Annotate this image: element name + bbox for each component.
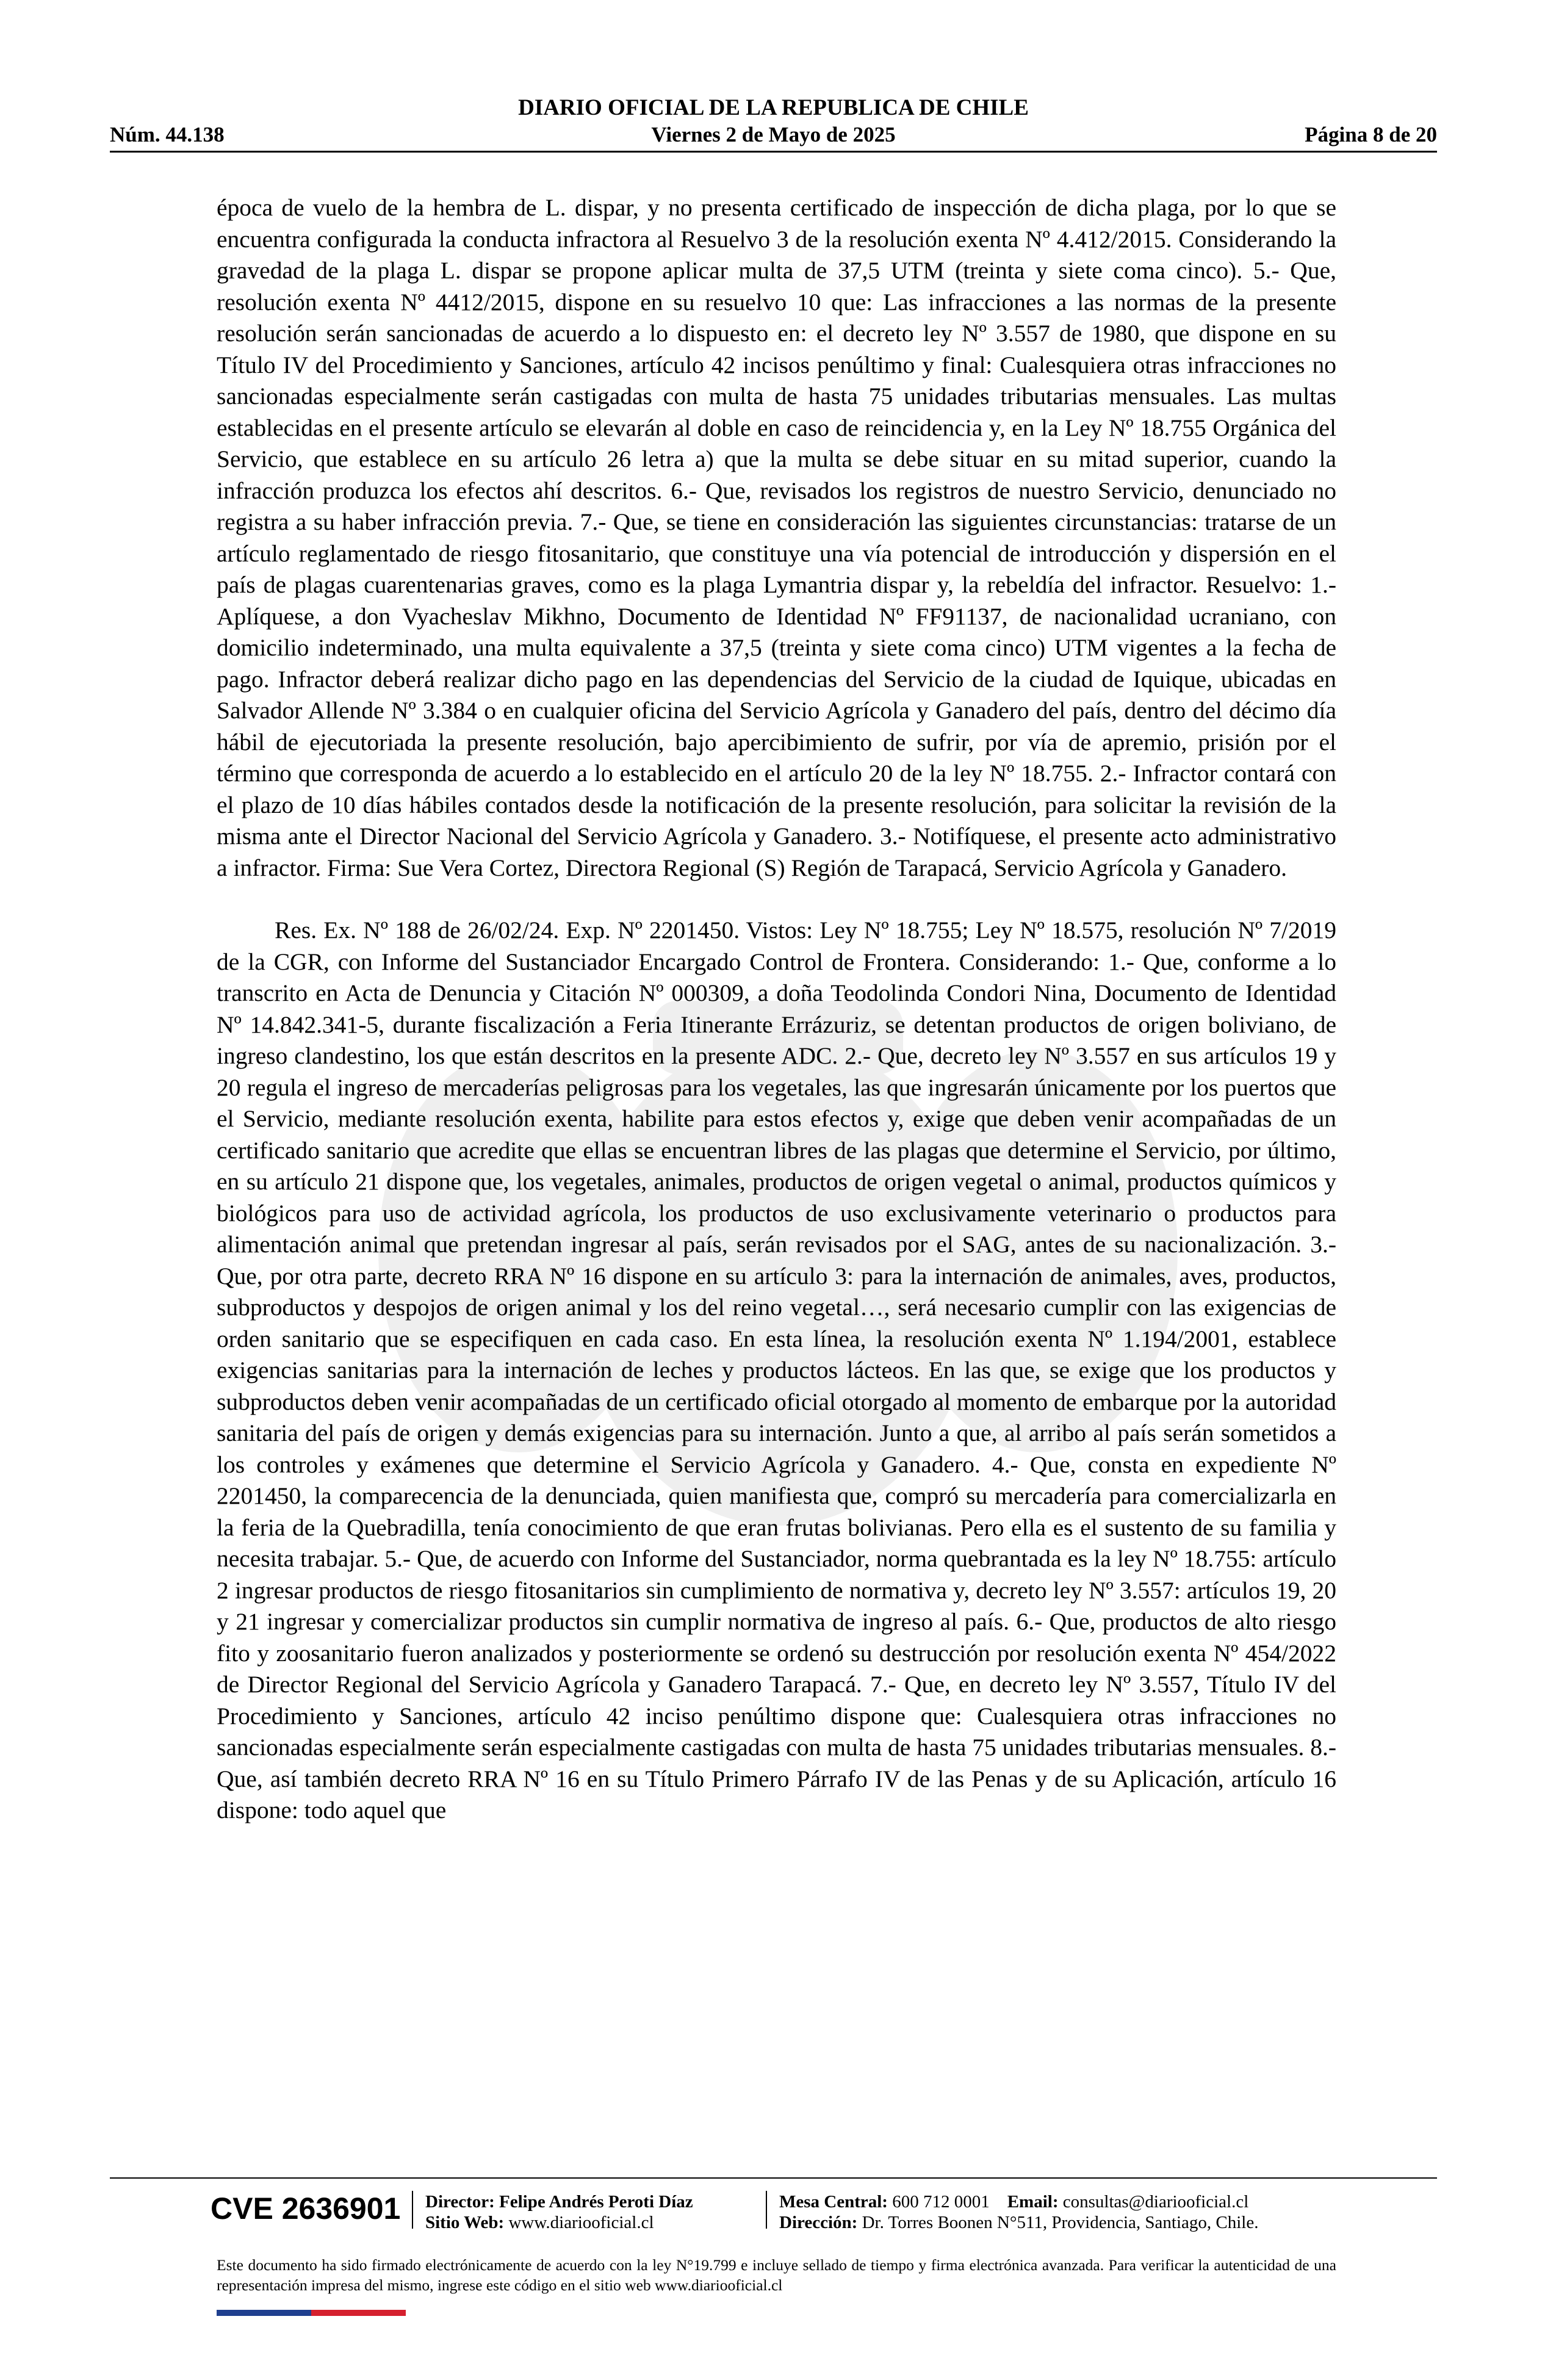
address-label: Dirección: (779, 2213, 858, 2232)
address-text: Dr. Torres Boonen N°511, Providencia, Santiago, Chile. (862, 2213, 1259, 2232)
resolution-paragraph-res-188: Res. Ex. Nº 188 de 26/02/24. Exp. Nº 2201450. Vistos: Ley Nº 18.755; Ley Nº 18.575, resolución Nº 7/2019 de la CGR, con Informe del Sustanciador Encargado Control de Frontera. Considerando: 1.- Que, conforme a lo transcrito en Acta de Denuncia y Citación Nº 000309, a doña Teodolinda Condori Nina, Documento de Identidad Nº 14.842.341-5, durante fiscalización a Feria Itinerante Errázuriz, se detentan productos de origen boliviano, de ingreso clandestino, los que están descritos en la presente ADC. 2.- Que, decreto ley Nº 3.557 en sus artículos 19 y 20 regula el ingreso de mercaderías peligrosas para los vegetales, las que ingresarán únicamente por los puertos que el Servicio, mediante resolución exenta, habilite para estos efectos y, exige que deben venir acompañadas de un certificado sanitario que acredite que ellas se encuentran libres de las plagas que determine el Servicio, por último, en su artículo 21 dispone que, los vegetales, animales, productos de origen vegetal o animal, productos químicos y biológicos para uso de actividad agrícola, los productos de uso exclusivamente veterinario o productos para alimentación animal que pretendan ingresar al país, serán revisados por el SAG, antes de su nacionalización. 3.- Que, por otra parte, decreto RRA Nº 16 dispone en su artículo 3: para la internación de animales, aves, productos, subproductos y despojos de origen animal y los del reino vegetal…, será necesario cumplir con las exigencias de orden sanitario que se especifiquen en cada caso. En esta línea, la resolución exenta Nº 1.194/2001, establece exigencias sanitarias para la internación de leches y productos lácteos. En las que, se exige que los productos y subproductos deben venir acompañadas de un certificado oficial otorgado al momento de embarque por la autoridad sanitaria del país de origen y demás exigencias para su internación. Junto a que, al arribo al país serán sometidos a los controles y exámenes que determine el Servicio Agrícola y Ganadero. 4.- Que, consta en expediente Nº 2201450, la comparecencia de la denunciada, quien manifiesta que, compró su mercadería para comercializarla en la feria de la Quebradilla, tenía conocimiento de que eran frutas bolivianas. Pero ella es el sustento de su familia y necesita trabajar. 5.- Que, de acuerdo con Informe del Sustanciador, norma quebrantada es la ley Nº 18.755: artículo 2 ingresar productos de riesgo fitosanitarios sin cumplimiento de normativa y, decreto ley Nº 3.557: artículos 19, 20 y 21 ingresar y comercializar productos sin cumplir normativa de ingreso al país. 6.- Que, productos de alto riesgo fito y zoosanitario fueron analizados y posteriormente se ordenó su destrucción por resolución exenta Nº 454/2022 de Director Regional del Servicio Agrícola y Ganadero Tarapacá. 7.- Que, en decreto ley Nº 3.557, Título IV del Procedimiento y Sanciones, artículo 42 inciso penúltimo dispone que: Cualesquiera otras infracciones no sancionadas especialmente serán especialmente castigadas con multa de hasta 75 unidades tributarias mensuales. 8.- Que, así también decreto RRA Nº 16 en su Título Primero Párrafo IV de las Penas y de su Aplicación, artículo 16 dispone: todo aquel que (217, 917, 1336, 1823)
page-number: Página 8 de 20 (1305, 123, 1437, 146)
central-label: Mesa Central: (779, 2192, 888, 2212)
document-body (217, 192, 1336, 1826)
flag-stripe (217, 2310, 406, 2316)
header-meta-row (110, 121, 1437, 148)
central-phone: 600 712 0001 (892, 2192, 990, 2212)
footer-separator (412, 2191, 413, 2229)
footer-contact-block (779, 2191, 1258, 2233)
footer-director-block (425, 2191, 693, 2233)
electronic-signature-notice: Este documento ha sido firmado electrónicamente de acuerdo con la ley N°19.799 e incluye sellado de tiempo y firma electrónica avanzada. Para verificar la autenticidad de una representación impresa del mismo, ingrese este código en el sitio web www.diariooficial.cl (217, 2256, 1336, 2294)
flag-red-segment (311, 2310, 406, 2316)
website-label: Sitio Web: (425, 2213, 505, 2232)
website-link[interactable]: www.diariooficial.cl (508, 2213, 654, 2232)
footer-separator (766, 2191, 767, 2229)
page-header (110, 95, 1437, 153)
director-name: Director: Felipe Andrés Peroti Díaz (425, 2192, 693, 2212)
publication-title: DIARIO OFICIAL DE LA REPUBLICA DE CHILE (518, 95, 1029, 120)
issue-number: Núm. 44.138 (110, 123, 225, 146)
cve-code: CVE 2636901 (211, 2191, 401, 2226)
resolution-paragraph-continued: época de vuelo de la hembra de L. dispar, y no presenta certificado de inspección de dicha plaga, por lo que se encuentra configurada la conducta infractora al Resuelvo 3 de la resolución exenta Nº 4.412/2015. Considerando la gravedad de la plaga L. dispar se propone aplicar multa de 37,5 UTM (treinta y siete coma cinco). 5.- Que, resolución exenta Nº 4412/2015, dispone en su resuelvo 10 que: Las infracciones a las normas de la presente resolución serán sancionadas de acuerdo a lo dispuesto en: el decreto ley Nº 3.557 de 1980, que dispone en su Título IV del Procedimiento y Sanciones, artículo 42 incisos penúltimo y final: Cualesquiera otras infracciones no sancionadas especialmente serán castigadas con multa de hasta 75 unidades tributarias mensuales. Las multas establecidas en el presente artículo se elevarán al doble en caso de reincidencia y, en la Ley Nº 18.755 Orgánica del Servicio, que establece en su artículo 26 letra a) que la multa se debe situar en su mitad superior, cuando la infracción produzca los efectos ahí descritos. 6.- Que, revisados los registros de nuestro Servicio, denunciado no registra a su haber infracción previa. 7.- Que, se tiene en consideración las siguientes circunstancias: tratarse de un artículo reglamentado de riesgo fitosanitario, que constituye una vía potencial de introducción y dispersión en el país de plagas cuarentenarias graves, como es la plaga Lymantria dispar y, la rebeldía del infractor. Resuelvo: 1.- Aplíquese, a don Vyacheslav Mikhno, Documento de Identidad Nº FF91137, de nacionalidad ucraniano, con domicilio indeterminado, una multa equivalente a 37,5 (treinta y siete coma cinco) UTM vigentes a la fecha de pago. Infractor deberá realizar dicho pago en las dependencias del Servicio de la ciudad de Iquique, ubicadas en Salvador Allende Nº 3.384 o en cualquier oficina del Servicio Agrícola y Ganadero del país, dentro del décimo día hábil de ejecutoriada la presente resolución, bajo apercibimiento de sufrir, por vía de apremio, prisión por el término que corresponda de acuerdo a lo establecido en el artículo 20 de la ley Nº 18.755. 2.- Infractor contará con el plazo de 10 días hábiles contados desde la notificación de la presente resolución, para solicitar la revisión de la misma ante el Director Nacional del Servicio Agrícola y Ganadero. 3.- Notifíquese, el presente acto administrativo a infractor. Firma: Sue Vera Cortez, Directora Regional (S) Región de Tarapacá, Servicio Agrícola y Ganadero. (217, 194, 1336, 881)
issue-date: Viernes 2 de Mayo de 2025 (651, 123, 896, 146)
flag-blue-segment (217, 2310, 311, 2316)
email-link[interactable]: consultas@diariooficial.cl (1062, 2192, 1249, 2212)
email-label: Email: (1007, 2192, 1059, 2212)
footer-rule (110, 2177, 1437, 2179)
